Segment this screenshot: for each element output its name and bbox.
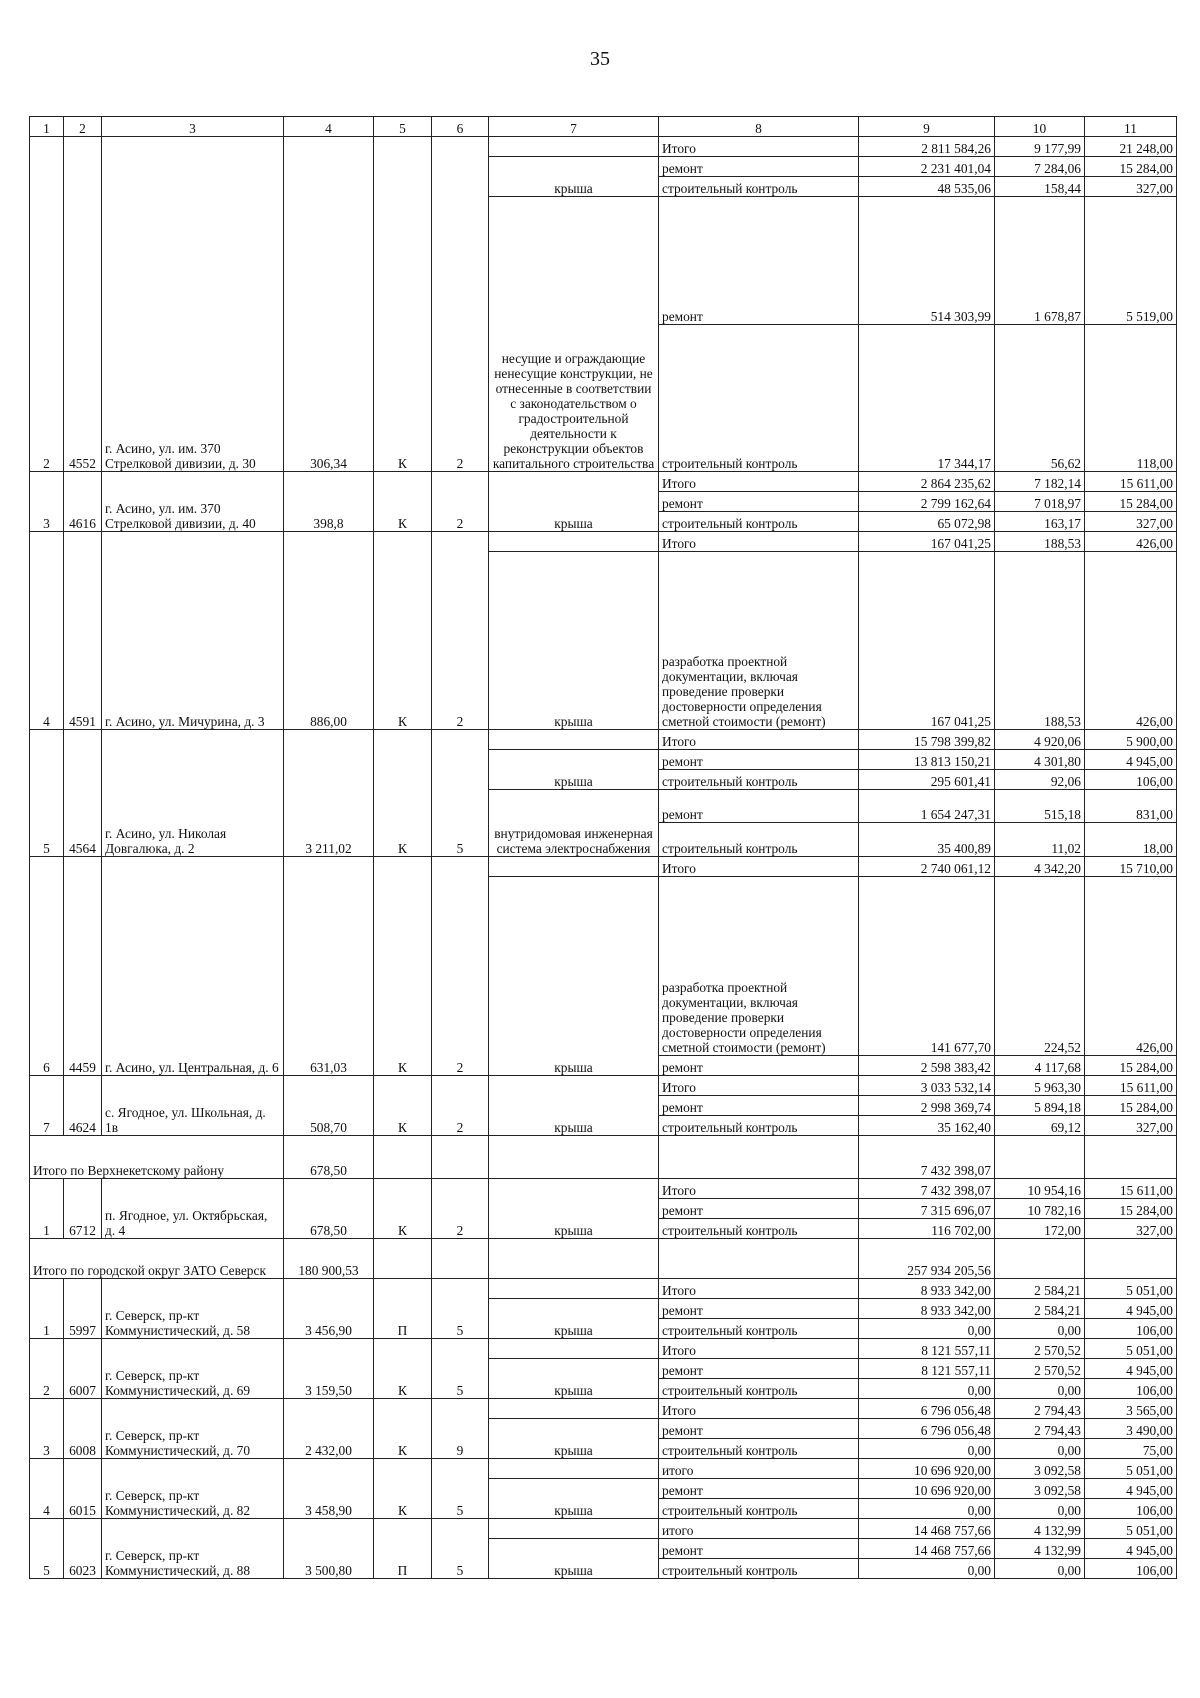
cost: 0,00 — [859, 1379, 995, 1399]
cost: 1 654 247,31 — [859, 790, 995, 823]
work-kind: Итого — [659, 472, 859, 492]
floors: 5 — [432, 1339, 489, 1399]
limit-per-m2: 5 051,00 — [1085, 1459, 1177, 1479]
limit-per-m2: 106,00 — [1085, 1559, 1177, 1579]
table-row — [30, 532, 1177, 552]
cost: 0,00 — [859, 1439, 995, 1459]
work-kind: Итого — [659, 137, 859, 157]
cost-per-m2: 0,00 — [995, 1559, 1085, 1579]
cost-per-m2: 5 894,18 — [995, 1096, 1085, 1116]
row-number: 4 — [30, 532, 64, 730]
cost: 15 798 399,82 — [859, 730, 995, 750]
work-kind: строительный контроль — [659, 1439, 859, 1459]
work-type — [489, 730, 659, 750]
cost-per-m2: 0,00 — [995, 1499, 1085, 1519]
row-number: 2 — [30, 137, 64, 472]
limit-per-m2: 106,00 — [1085, 1499, 1177, 1519]
floors: 5 — [432, 1279, 489, 1339]
cost: 7 315 696,07 — [859, 1199, 995, 1219]
floors: 2 — [432, 472, 489, 532]
limit-per-m2: 106,00 — [1085, 1379, 1177, 1399]
wall-type: К — [374, 472, 432, 532]
table-row — [30, 1279, 1177, 1299]
cost: 167 041,25 — [859, 532, 995, 552]
row-number: 3 — [30, 472, 64, 532]
empty-cell — [1085, 1239, 1177, 1279]
work-type: несущие и ограждающие ненесущие конструкции, не отнесенные в соответствии с законодательством о градостроительной деятельности к реконструкции объектов капитального строительства — [489, 197, 659, 472]
table-row — [30, 1076, 1177, 1096]
work-type: крыша — [489, 157, 659, 197]
work-kind: ремонт — [659, 1199, 859, 1219]
work-kind: ремонт — [659, 750, 859, 770]
cost: 10 696 920,00 — [859, 1479, 995, 1499]
cost: 7 432 398,07 — [859, 1136, 995, 1179]
empty-cell — [995, 1136, 1085, 1179]
empty-cell — [489, 1239, 659, 1279]
cost-per-m2: 1 678,87 — [995, 197, 1085, 325]
work-kind: строительный контроль — [659, 770, 859, 790]
work-kind: строительный контроль — [659, 1499, 859, 1519]
cost: 17 344,17 — [859, 325, 995, 472]
house-code: 4624 — [64, 1076, 102, 1136]
cost: 8 933 342,00 — [859, 1279, 995, 1299]
cost-per-m2: 5 963,30 — [995, 1076, 1085, 1096]
header-cell: 9 — [859, 117, 995, 137]
table-row — [30, 137, 1177, 157]
floors: 2 — [432, 137, 489, 472]
cost-per-m2: 172,00 — [995, 1219, 1085, 1239]
work-kind: Итого — [659, 730, 859, 750]
floors: 5 — [432, 730, 489, 857]
floors: 5 — [432, 1459, 489, 1519]
cost-per-m2: 4 132,99 — [995, 1519, 1085, 1539]
row-number: 7 — [30, 1076, 64, 1136]
limit-per-m2: 3 565,00 — [1085, 1399, 1177, 1419]
work-kind: разработка проектной документации, включая проведение проверки достоверности определения сметной стоимости (ремонт) — [659, 877, 859, 1056]
table-row — [30, 472, 1177, 492]
work-kind: строительный контроль — [659, 1219, 859, 1239]
cost-per-m2: 2 570,52 — [995, 1359, 1085, 1379]
work-kind: строительный контроль — [659, 1116, 859, 1136]
floors: 2 — [432, 1179, 489, 1239]
house-code: 6023 — [64, 1519, 102, 1579]
cost-per-m2: 3 092,58 — [995, 1479, 1085, 1499]
limit-per-m2: 5 900,00 — [1085, 730, 1177, 750]
cost-per-m2: 7 284,06 — [995, 157, 1085, 177]
work-kind: ремонт — [659, 1056, 859, 1076]
cost-per-m2: 2 584,21 — [995, 1299, 1085, 1319]
limit-per-m2: 426,00 — [1085, 552, 1177, 730]
floors: 2 — [432, 1076, 489, 1136]
work-kind: строительный контроль — [659, 1319, 859, 1339]
address: г. Северск, пр-кт Коммунистический, д. 88 — [102, 1519, 284, 1579]
house-code: 4591 — [64, 532, 102, 730]
address: г. Асино, ул. им. 370 Стрелковой дивизии, д. 30 — [102, 137, 284, 472]
limit-per-m2: 4 945,00 — [1085, 750, 1177, 770]
cost: 35 162,40 — [859, 1116, 995, 1136]
header-cell: 5 — [374, 117, 432, 137]
row-number: 2 — [30, 1339, 64, 1399]
house-code: 4564 — [64, 730, 102, 857]
work-kind: Итого — [659, 857, 859, 877]
cost: 295 601,41 — [859, 770, 995, 790]
empty-cell — [432, 1239, 489, 1279]
wall-type: К — [374, 1179, 432, 1239]
cost: 2 598 383,42 — [859, 1056, 995, 1076]
header-cell: 7 — [489, 117, 659, 137]
work-kind: ремонт — [659, 157, 859, 177]
address: г. Северск, пр-кт Коммунистический, д. 82 — [102, 1459, 284, 1519]
cost-per-m2: 7 018,97 — [995, 492, 1085, 512]
house-code: 6712 — [64, 1179, 102, 1239]
header-cell: 11 — [1085, 117, 1177, 137]
subtotal-label: Итого по городской округ ЗАТО Северск — [30, 1239, 284, 1279]
empty-cell — [374, 1136, 432, 1179]
work-type — [489, 1519, 659, 1539]
area: 180 900,53 — [284, 1239, 374, 1279]
area: 2 432,00 — [284, 1399, 374, 1459]
address: с. Ягодное, ул. Школьная, д. 1в — [102, 1076, 284, 1136]
empty-cell — [995, 1239, 1085, 1279]
row-number: 3 — [30, 1399, 64, 1459]
work-kind: ремонт — [659, 197, 859, 325]
limit-per-m2: 5 051,00 — [1085, 1519, 1177, 1539]
cost-per-m2: 158,44 — [995, 177, 1085, 197]
cost: 10 696 920,00 — [859, 1459, 995, 1479]
limit-per-m2: 426,00 — [1085, 877, 1177, 1056]
empty-cell — [489, 1136, 659, 1179]
limit-per-m2: 15 284,00 — [1085, 1096, 1177, 1116]
limit-per-m2: 106,00 — [1085, 1319, 1177, 1339]
work-kind: ремонт — [659, 1359, 859, 1379]
cost-per-m2: 188,53 — [995, 532, 1085, 552]
house-code: 4616 — [64, 472, 102, 532]
work-kind: Итого — [659, 1076, 859, 1096]
header-cell: 8 — [659, 117, 859, 137]
cost-per-m2: 0,00 — [995, 1319, 1085, 1339]
limit-per-m2: 15 284,00 — [1085, 1199, 1177, 1219]
work-type — [489, 532, 659, 552]
cost: 14 468 757,66 — [859, 1519, 995, 1539]
work-type: крыша — [489, 552, 659, 730]
header-cell: 3 — [102, 117, 284, 137]
limit-per-m2: 15 284,00 — [1085, 157, 1177, 177]
house-code: 6015 — [64, 1459, 102, 1519]
limit-per-m2: 327,00 — [1085, 512, 1177, 532]
cost: 257 934 205,56 — [859, 1239, 995, 1279]
limit-per-m2: 5 051,00 — [1085, 1339, 1177, 1359]
area: 631,03 — [284, 857, 374, 1076]
cost-per-m2: 4 117,68 — [995, 1056, 1085, 1076]
limit-per-m2: 15 284,00 — [1085, 492, 1177, 512]
cost: 14 468 757,66 — [859, 1539, 995, 1559]
limit-per-m2: 5 051,00 — [1085, 1279, 1177, 1299]
subtotal-row — [30, 1136, 1177, 1179]
address: п. Ягодное, ул. Октябрьская, д. 4 — [102, 1179, 284, 1239]
empty-cell — [1085, 1136, 1177, 1179]
limit-per-m2: 15 284,00 — [1085, 1056, 1177, 1076]
cost: 48 535,06 — [859, 177, 995, 197]
work-kind: разработка проектной документации, включая проведение проверки достоверности определения сметной стоимости (ремонт) — [659, 552, 859, 730]
limit-per-m2: 327,00 — [1085, 1219, 1177, 1239]
header-cell: 4 — [284, 117, 374, 137]
limit-per-m2: 426,00 — [1085, 532, 1177, 552]
work-kind: ремонт — [659, 492, 859, 512]
cost: 35 400,89 — [859, 823, 995, 857]
cost-per-m2: 163,17 — [995, 512, 1085, 532]
limit-per-m2: 15 611,00 — [1085, 472, 1177, 492]
work-type — [489, 1459, 659, 1479]
area: 306,34 — [284, 137, 374, 472]
header-cell: 10 — [995, 117, 1085, 137]
table-row — [30, 857, 1177, 877]
limit-per-m2: 4 945,00 — [1085, 1299, 1177, 1319]
limit-per-m2: 4 945,00 — [1085, 1539, 1177, 1559]
work-kind: строительный контроль — [659, 1559, 859, 1579]
work-kind: строительный контроль — [659, 512, 859, 532]
empty-cell — [432, 1136, 489, 1179]
cost-per-m2: 2 794,43 — [995, 1399, 1085, 1419]
floors: 2 — [432, 857, 489, 1076]
row-number: 5 — [30, 1519, 64, 1579]
cost-per-m2: 188,53 — [995, 552, 1085, 730]
area: 3 211,02 — [284, 730, 374, 857]
area: 3 458,90 — [284, 1459, 374, 1519]
cost-per-m2: 4 301,80 — [995, 750, 1085, 770]
area: 678,50 — [284, 1136, 374, 1179]
subtotal-label: Итого по Верхнекетскому району — [30, 1136, 284, 1179]
work-kind: ремонт — [659, 790, 859, 823]
work-type: крыша — [489, 1299, 659, 1339]
work-kind: Итого — [659, 532, 859, 552]
address: г. Асино, ул. Николая Довгалюка, д. 2 — [102, 730, 284, 857]
area: 508,70 — [284, 1076, 374, 1136]
cost: 141 677,70 — [859, 877, 995, 1056]
address: г. Асино, ул. Мичурина, д. 3 — [102, 532, 284, 730]
work-kind: ремонт — [659, 1479, 859, 1499]
cost: 2 231 401,04 — [859, 157, 995, 177]
cost-per-m2: 2 570,52 — [995, 1339, 1085, 1359]
limit-per-m2: 21 248,00 — [1085, 137, 1177, 157]
area: 678,50 — [284, 1179, 374, 1239]
cost-per-m2: 10 954,16 — [995, 1179, 1085, 1199]
floors: 9 — [432, 1399, 489, 1459]
cost-per-m2: 0,00 — [995, 1379, 1085, 1399]
empty-cell — [374, 1239, 432, 1279]
header-cell: 2 — [64, 117, 102, 137]
limit-per-m2: 118,00 — [1085, 325, 1177, 472]
limit-per-m2: 15 611,00 — [1085, 1179, 1177, 1199]
work-kind: ремонт — [659, 1299, 859, 1319]
wall-type: К — [374, 1399, 432, 1459]
area: 3 456,90 — [284, 1279, 374, 1339]
work-kind: ремонт — [659, 1419, 859, 1439]
wall-type: П — [374, 1519, 432, 1579]
address: г. Северск, пр-кт Коммунистический, д. 69 — [102, 1339, 284, 1399]
cost: 514 303,99 — [859, 197, 995, 325]
cost-per-m2: 4 342,20 — [995, 857, 1085, 877]
address: г. Асино, ул. Центральная, д. 6 — [102, 857, 284, 1076]
floors: 5 — [432, 1519, 489, 1579]
header-row — [30, 117, 1177, 137]
limit-per-m2: 4 945,00 — [1085, 1359, 1177, 1379]
cost-per-m2: 224,52 — [995, 877, 1085, 1056]
limit-per-m2: 15 710,00 — [1085, 857, 1177, 877]
work-type: крыша — [489, 1539, 659, 1579]
work-kind: строительный контроль — [659, 823, 859, 857]
cost-per-m2: 2 794,43 — [995, 1419, 1085, 1439]
limit-per-m2: 106,00 — [1085, 770, 1177, 790]
house-code: 4459 — [64, 857, 102, 1076]
address: г. Северск, пр-кт Коммунистический, д. 58 — [102, 1279, 284, 1339]
address: г. Северск, пр-кт Коммунистический, д. 70 — [102, 1399, 284, 1459]
wall-type: К — [374, 137, 432, 472]
work-type — [489, 137, 659, 157]
work-type — [489, 1339, 659, 1359]
table-row — [30, 1459, 1177, 1479]
row-number: 1 — [30, 1279, 64, 1339]
row-number: 6 — [30, 857, 64, 1076]
work-type: крыша — [489, 1479, 659, 1519]
cost: 0,00 — [859, 1319, 995, 1339]
work-kind: Итого — [659, 1339, 859, 1359]
limit-per-m2: 75,00 — [1085, 1439, 1177, 1459]
cost-per-m2: 10 782,16 — [995, 1199, 1085, 1219]
work-kind: строительный контроль — [659, 177, 859, 197]
cost: 65 072,98 — [859, 512, 995, 532]
wall-type: К — [374, 532, 432, 730]
cost: 0,00 — [859, 1559, 995, 1579]
cost: 2 811 584,26 — [859, 137, 995, 157]
floors: 2 — [432, 532, 489, 730]
work-kind: Итого — [659, 1399, 859, 1419]
table-row — [30, 1339, 1177, 1359]
limit-per-m2: 15 611,00 — [1085, 1076, 1177, 1096]
work-type: крыша — [489, 1359, 659, 1399]
work-kind: строительный контроль — [659, 1379, 859, 1399]
work-type: крыша — [489, 877, 659, 1076]
cost: 167 041,25 — [859, 552, 995, 730]
cost: 8 121 557,11 — [859, 1339, 995, 1359]
cost-per-m2: 56,62 — [995, 325, 1085, 472]
work-type: крыша — [489, 472, 659, 532]
cost: 2 799 162,64 — [859, 492, 995, 512]
cost-per-m2: 0,00 — [995, 1439, 1085, 1459]
subtotal-row — [30, 1239, 1177, 1279]
cost: 6 796 056,48 — [859, 1419, 995, 1439]
limit-per-m2: 327,00 — [1085, 1116, 1177, 1136]
work-kind: ремонт — [659, 1096, 859, 1116]
limit-per-m2: 3 490,00 — [1085, 1419, 1177, 1439]
cost: 116 702,00 — [859, 1219, 995, 1239]
row-number: 4 — [30, 1459, 64, 1519]
wall-type: П — [374, 1279, 432, 1339]
cost-per-m2: 7 182,14 — [995, 472, 1085, 492]
area: 3 159,50 — [284, 1339, 374, 1399]
area: 3 500,80 — [284, 1519, 374, 1579]
table-row — [30, 1399, 1177, 1419]
work-kind: Итого — [659, 1279, 859, 1299]
cost-per-m2: 92,06 — [995, 770, 1085, 790]
house-code: 6008 — [64, 1399, 102, 1459]
work-kind: итого — [659, 1519, 859, 1539]
cost-per-m2: 4 132,99 — [995, 1539, 1085, 1559]
work-type — [489, 857, 659, 877]
house-code: 4552 — [64, 137, 102, 472]
cost: 2 864 235,62 — [859, 472, 995, 492]
house-code: 6007 — [64, 1339, 102, 1399]
work-type — [489, 1279, 659, 1299]
house-code: 5997 — [64, 1279, 102, 1339]
cost-per-m2: 3 092,58 — [995, 1459, 1085, 1479]
cost-per-m2: 4 920,06 — [995, 730, 1085, 750]
cost: 8 933 342,00 — [859, 1299, 995, 1319]
cost: 8 121 557,11 — [859, 1359, 995, 1379]
address: г. Асино, ул. им. 370 Стрелковой дивизии, д. 40 — [102, 472, 284, 532]
wall-type: К — [374, 1339, 432, 1399]
table-row — [30, 1179, 1177, 1199]
work-type: крыша — [489, 1419, 659, 1459]
cost-per-m2: 2 584,21 — [995, 1279, 1085, 1299]
work-kind: Итого — [659, 1179, 859, 1199]
limit-per-m2: 18,00 — [1085, 823, 1177, 857]
page-number: 35 — [590, 48, 610, 70]
empty-cell — [659, 1239, 859, 1279]
cost: 13 813 150,21 — [859, 750, 995, 770]
wall-type: К — [374, 1459, 432, 1519]
wall-type: К — [374, 1076, 432, 1136]
cost-per-m2: 69,12 — [995, 1116, 1085, 1136]
cost-per-m2: 515,18 — [995, 790, 1085, 823]
limit-per-m2: 5 519,00 — [1085, 197, 1177, 325]
cost: 2 740 061,12 — [859, 857, 995, 877]
wall-type: К — [374, 857, 432, 1076]
work-type: крыша — [489, 1179, 659, 1239]
wall-type: К — [374, 730, 432, 857]
limit-per-m2: 831,00 — [1085, 790, 1177, 823]
capital-repair-table — [29, 116, 1177, 1579]
limit-per-m2: 4 945,00 — [1085, 1479, 1177, 1499]
cost-per-m2: 11,02 — [995, 823, 1085, 857]
work-type: крыша — [489, 750, 659, 790]
work-kind: ремонт — [659, 1539, 859, 1559]
cost: 0,00 — [859, 1499, 995, 1519]
area: 398,8 — [284, 472, 374, 532]
cost: 3 033 532,14 — [859, 1076, 995, 1096]
work-type — [489, 1399, 659, 1419]
work-type: внутридомовая инженерная система электроснабжения — [489, 790, 659, 857]
cost: 7 432 398,07 — [859, 1179, 995, 1199]
work-type: крыша — [489, 1076, 659, 1136]
work-kind: строительный контроль — [659, 325, 859, 472]
header-cell: 1 — [30, 117, 64, 137]
row-number: 5 — [30, 730, 64, 857]
area: 886,00 — [284, 532, 374, 730]
table-row — [30, 730, 1177, 750]
cost: 2 998 369,74 — [859, 1096, 995, 1116]
cost-per-m2: 9 177,99 — [995, 137, 1085, 157]
empty-cell — [659, 1136, 859, 1179]
cost: 6 796 056,48 — [859, 1399, 995, 1419]
limit-per-m2: 327,00 — [1085, 177, 1177, 197]
row-number: 1 — [30, 1179, 64, 1239]
table-row — [30, 1519, 1177, 1539]
header-cell: 6 — [432, 117, 489, 137]
work-kind: итого — [659, 1459, 859, 1479]
